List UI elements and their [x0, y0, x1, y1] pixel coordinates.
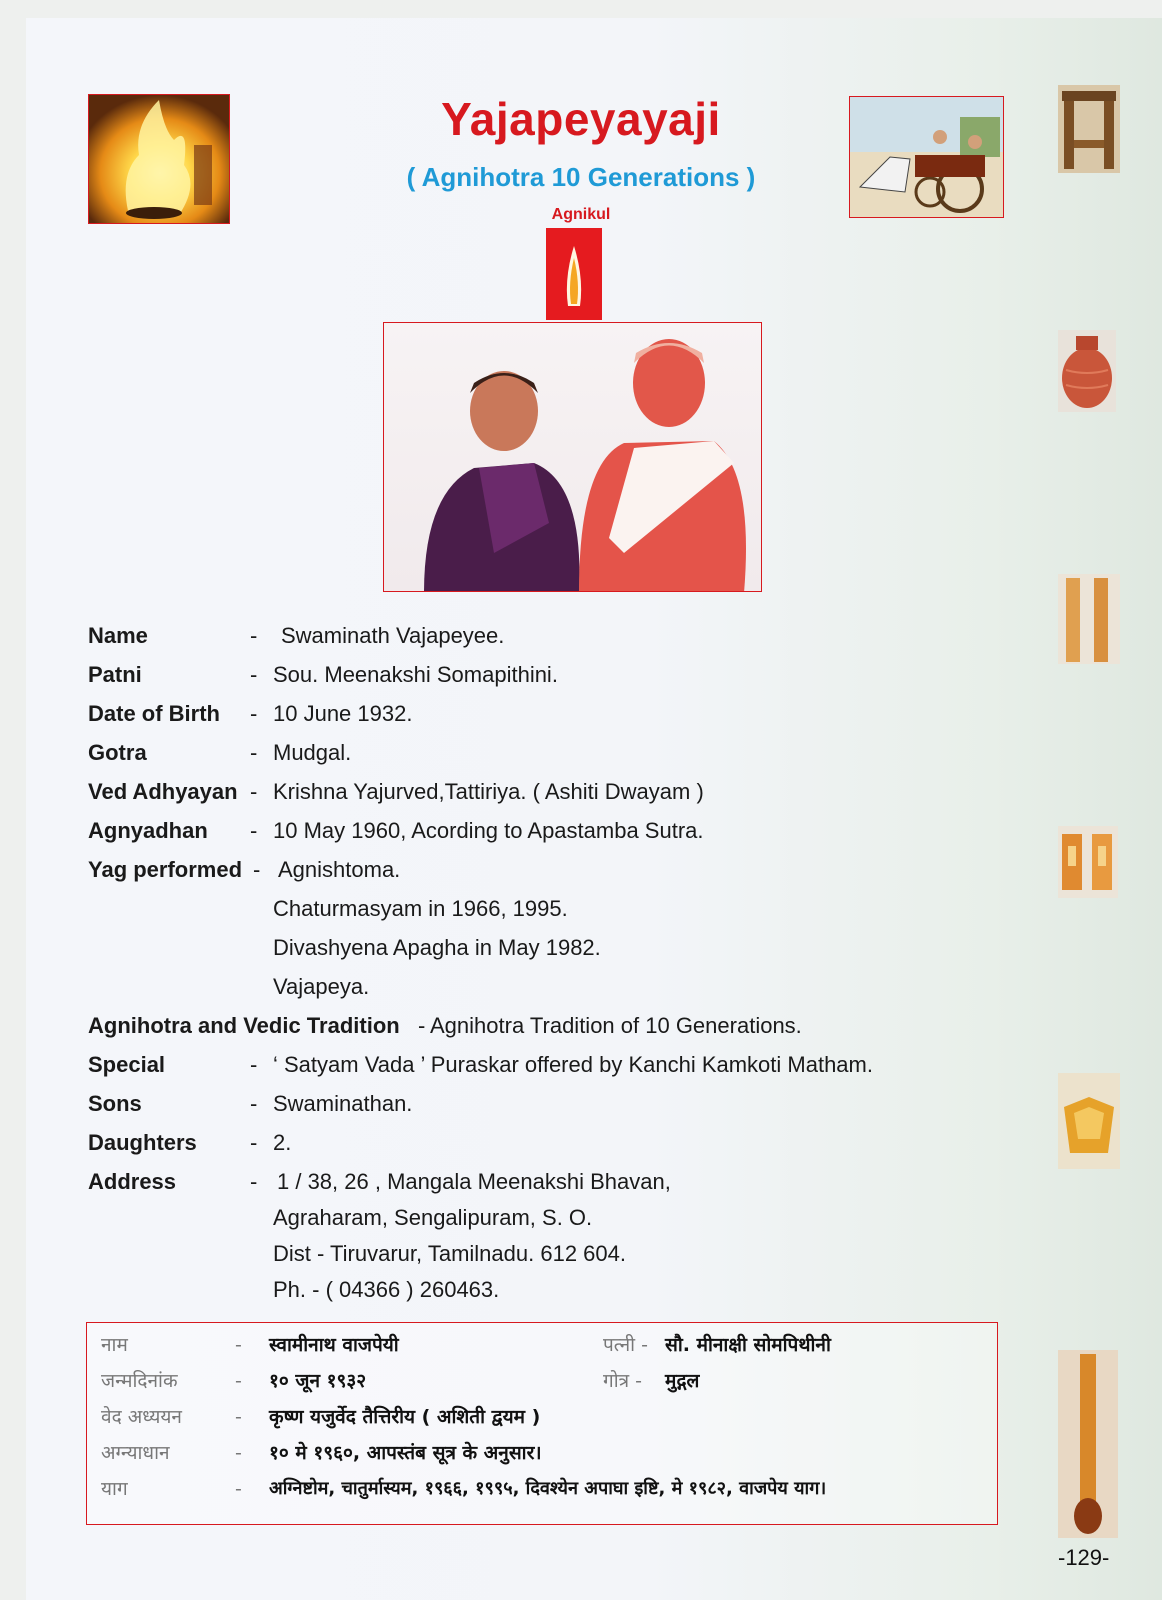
detail-value: 10 June 1932. — [273, 701, 413, 726]
detail-value: Dist - Tiruvarur, Tamilnadu. 612 604. — [273, 1241, 626, 1266]
detail-row-sons — [88, 1084, 1088, 1123]
detail-label: Sons — [88, 1091, 142, 1116]
hindi-dash: - — [235, 1478, 242, 1500]
hindi-value: १० मे १९६०, आपस्तंब सूत्र के अनुसार। — [269, 1442, 542, 1464]
details-section — [88, 616, 1088, 1306]
detail-label: Name — [88, 623, 148, 648]
hindi-label: जन्मदिनांक — [101, 1370, 178, 1392]
portrait-photo — [383, 322, 762, 592]
detail-row-special — [88, 1045, 1088, 1084]
detail-separator: - — [250, 740, 258, 765]
hindi-value: १० जून १९३२ — [269, 1370, 367, 1392]
page-subtitle: ( Agnihotra 10 Generations ) — [406, 162, 756, 192]
detail-row-yag-4 — [88, 967, 1088, 1006]
hindi-row-yag — [87, 1471, 987, 1507]
detail-label: Agnyadhan — [88, 818, 208, 843]
hindi-row-dob — [87, 1363, 987, 1399]
detail-row-ved — [88, 772, 1088, 811]
detail-row-yag — [88, 850, 1088, 889]
detail-value: Divashyena Apagha in May 1982. — [273, 935, 601, 960]
detail-row-address — [88, 1162, 1088, 1198]
wooden-spoon-image — [1058, 1350, 1118, 1538]
hindi-dash: - — [235, 1334, 242, 1356]
hindi-label: याग — [101, 1478, 128, 1500]
detail-label: Ved Adhyayan — [88, 779, 238, 804]
hindi-row-ved — [87, 1399, 987, 1435]
detail-label: Special — [88, 1052, 166, 1077]
hindi-value: स्वामीनाथ वाजपेयी — [269, 1334, 399, 1356]
hindi-value: अग्निष्टोम, चातुर्मास्यम, १९६६, १९९५, दिवश्येन अपाघा इष्टि, मे १९८२, वाजपेय याग। — [269, 1478, 827, 1499]
detail-row-yag-3 — [88, 928, 1088, 967]
detail-separator: - — [250, 1169, 258, 1194]
detail-value: Krishna Yajurved,Tattiriya. ( Ashiti Dwayam ) — [273, 779, 704, 804]
detail-row-yag-2 — [88, 889, 1088, 928]
detail-label: Patni — [88, 662, 142, 687]
hindi-summary-box — [86, 1322, 998, 1525]
detail-row-patni — [88, 655, 1088, 694]
detail-label: Date of Birth — [88, 701, 220, 726]
wooden-blocks-image — [1058, 826, 1118, 898]
detail-separator: - — [253, 857, 261, 882]
detail-row-tradition — [88, 1006, 1088, 1045]
detail-value: 1 / 38, 26 , Mangala Meenakshi Bhavan, — [277, 1169, 671, 1194]
hindi-dash: - — [235, 1406, 242, 1428]
detail-separator: - — [250, 779, 258, 804]
hindi-label: अग्न्याधान — [101, 1442, 170, 1464]
detail-separator: - — [250, 1130, 258, 1155]
hindi-label-2: पत्नी - — [603, 1334, 648, 1356]
detail-row-agnyadhan — [88, 811, 1088, 850]
page-number: -129- — [1058, 1545, 1110, 1570]
detail-row-daughters — [88, 1123, 1088, 1162]
detail-label: Gotra — [88, 740, 147, 765]
detail-row-dob — [88, 694, 1088, 733]
hindi-value-2: मुद्गल — [665, 1370, 700, 1392]
detail-separator: - — [250, 1052, 258, 1077]
detail-label: Address — [88, 1169, 177, 1194]
detail-value: Sou. Meenakshi Somapithini. — [273, 662, 558, 687]
flame-icon — [546, 228, 602, 320]
detail-label: Yag performed — [88, 857, 243, 882]
detail-value: Chaturmasyam in 1966, 1995. — [273, 896, 568, 921]
detail-separator: - — [418, 1013, 426, 1038]
detail-row-name — [88, 616, 1088, 655]
hindi-label: वेद अध्ययन — [101, 1406, 182, 1428]
hindi-value: कृष्ण यजुर्वेद तैत्तिरीय ( अशिती द्वयम ) — [269, 1406, 541, 1428]
detail-row-address-2 — [88, 1198, 1088, 1234]
agnikul-caption: Agnikul — [551, 206, 611, 223]
hindi-label-2: गोत्र - — [603, 1370, 643, 1392]
clay-pot-image — [1058, 330, 1116, 412]
hindi-dash: - — [235, 1442, 242, 1464]
detail-separator: - — [250, 662, 258, 687]
detail-separator: - — [250, 818, 258, 843]
detail-value: Agnihotra Tradition of 10 Generations. — [430, 1013, 802, 1038]
hindi-row-agnyadhan — [87, 1435, 987, 1471]
wooden-sticks-image — [1058, 574, 1120, 664]
detail-value: Ph. - ( 04366 ) 260463. — [273, 1277, 500, 1302]
detail-label: Daughters — [88, 1130, 197, 1155]
hindi-value-2: सौ. मीनाक्षी सोमपिथीनी — [665, 1334, 831, 1356]
detail-row-gotra — [88, 733, 1088, 772]
hindi-dash: - — [235, 1370, 242, 1392]
detail-value: Agnishtoma. — [278, 857, 401, 882]
detail-row-address-3 — [88, 1234, 1088, 1270]
detail-value: Agraharam, Sengalipuram, S. O. — [273, 1205, 593, 1230]
detail-value: Swaminathan. — [273, 1091, 413, 1116]
detail-value: 2. — [273, 1130, 292, 1155]
detail-separator: - — [250, 701, 258, 726]
detail-value: Swaminath Vajapeyee. — [281, 623, 505, 648]
detail-value: Mudgal. — [273, 740, 352, 765]
ladle-vessel-image — [1058, 1073, 1120, 1169]
detail-row-address-4 — [88, 1270, 1088, 1306]
wooden-stand-image — [1058, 85, 1120, 173]
detail-label: Agnihotra and Vedic Tradition — [88, 1013, 400, 1038]
detail-value: ‘ Satyam Vada ’ Puraskar offered by Kanchi Kamkoti Matham. — [273, 1052, 873, 1077]
detail-separator: - — [250, 623, 258, 648]
hindi-row-name — [87, 1327, 987, 1363]
detail-value: Vajapeya. — [273, 974, 370, 999]
detail-value: 10 May 1960, Acording to Apastamba Sutra. — [273, 818, 704, 843]
hindi-label: नाम — [101, 1334, 128, 1356]
detail-separator: - — [250, 1091, 258, 1116]
page-title: Yajapeyayaji — [441, 93, 721, 145]
